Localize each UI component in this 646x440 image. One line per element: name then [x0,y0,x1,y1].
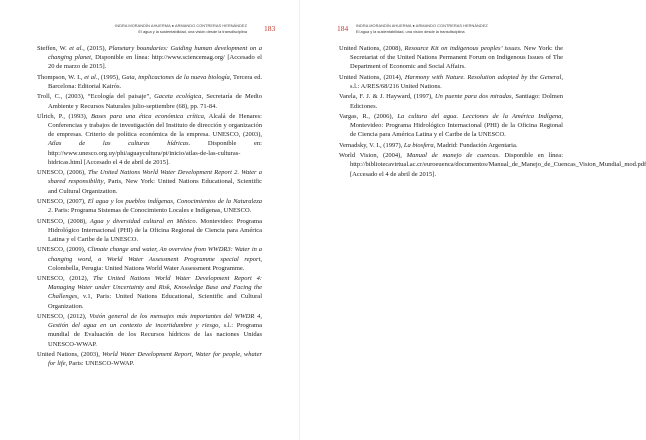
reference-text: UNESCO, (2012), [37,275,94,283]
reference-text: Ulrich, P., (1993), [37,112,92,120]
reference-text: , Alcalá de Henares: Conferencias y trabajos de investigación del Instituto de dirección y organización de empresas. Criterio de política económica de la empresa. UNESCO, (2003), [48,112,262,139]
reference-entry [339,151,646,178]
reference-text: , Paris, New York: United Nations Educational, Scientific and Cultural Organization. [48,178,262,195]
reference-text: UNESCO, (2009), [37,246,88,254]
reference-text: Varela, F. J. & J. Hayward, (1997), [339,93,435,101]
reference-title: Visión general de los mensajes más importantes del WWDR 4, Gestión del agua en un contexto de incertidumbre y riesgo [48,313,262,330]
reference-text: UNESCO, (2012), [37,313,90,321]
reference-text: Troll, C., (2003), “Ecología del paisaje”, [37,93,155,101]
reference-text: . Disponible en: http://www.unesco.org.uy/phi/aguaycultura/pt/inicio/atlas-de-las-culturas-hidricas.html [Accesado el 4 de abril de 2015]. [48,140,262,166]
reference-text: United Nations, (2008), [339,45,405,52]
reference-entry [339,73,563,91]
reference-text: , Santiago: Dolmen Ediciones. [350,93,563,110]
reference-entry [37,44,262,71]
header-title: El agua y la sustentabilidad, una visión desde la transdisciplina [356,29,465,34]
reference-text: , Paris: UNESCO-WWAP. [65,360,135,368]
reference-text: Vargas, R., (2006), [339,112,398,120]
reference-title: Resource Kit on indigenous peoples’ issues [404,45,520,52]
page-number: 184 [337,24,349,33]
reference-text: , s.l.: Programa mundial de Evaluación de los Recursos hídricos de las naciones Unidas UNESCO-WWAP. [48,322,262,348]
reference-text: , (1995), [97,73,122,81]
reference-entry [37,197,262,215]
reference-entry [37,217,262,244]
reference-entry [339,44,563,71]
reference-title: The United Nations World Water Development Report 2. Water a shared responsibility [48,169,262,186]
reference-entry [37,350,262,368]
reference-title: Atlas de las culturas hídricas [48,140,189,148]
reference-title: Harmony with Nature. Resolution adopted by the General [404,73,562,81]
reference-text: . New York: the Secretariat of the United Nations Permanent Forum on Indigenous Issues of The Department of Economic and Social Affairs. [350,45,563,71]
reference-text: World Vision, (2004), [339,152,407,160]
reference-text: UNESCO, (2007), [37,197,88,205]
reference-entry [37,274,262,311]
reference-text: UNESCO, (2006), [37,169,89,177]
reference-text: , Secretaría de Medio Ambiente y Recursos Naturales julio-septiembre (68), pp. 71-84. [48,93,262,110]
left-page [0,0,300,440]
reference-title: Agua y diversidad cultural en México [89,217,196,225]
reference-text: , s.l.: A/RES/68/216 United Nations. [350,73,563,90]
right-page [300,0,646,440]
reference-text: UNESCO, (2008), [37,217,90,225]
reference-title: Gaia, implicaciones de la nueva biología [121,73,230,81]
reference-title: Un puente para dos miradas [434,93,512,101]
header-authors: INDRA MORANDÍN AHUERMA ● ARMANDO CONTRERAS HERNÁNDEZ [356,23,488,28]
reference-entry [339,92,563,110]
reference-text: United Nations, (2014), [339,73,405,81]
reference-title: Climate change and water, An overview from WWDR3: Water in a changing word, a World Water Assessment Programme special report [48,246,262,263]
reference-text: Steffen, W. [37,45,70,52]
reference-entry [37,73,262,91]
reference-title: et al. [69,45,84,52]
reference-entry [37,168,262,195]
reference-text: , Madrid: Fundación Argentaria. [433,141,518,149]
reference-title: La cultura del agua. Lecciones de la América Indígena [397,112,562,120]
running-header [356,23,488,35]
running-header [115,23,247,35]
reference-entry [37,245,262,272]
reference-text: , v.1, Paris: United Nations Educational, Scientific and Cultural Organization. [48,293,262,310]
reference-text: , Tercera ed. Barcelona: Editorial Kairós. [48,73,262,90]
reference-title: et al. [84,73,98,81]
reference-text: . Paris: Programa Sistemas de Conocimiento Locales e Indígenas, UNESCO. [51,207,252,215]
reference-title: The United Nations World Water Development Report 4: Managing Water under Uncertainty and Risk, Knowledge Base and Facing the Challenges [48,275,262,301]
reference-entry [37,92,262,110]
page-number: 183 [264,24,276,33]
reference-text: , Colombella, Perugia: United Nations World Water Assessment Programme. [48,255,262,272]
reference-title: Planetary boundaries: Guiding human development on a changing planet [48,45,262,62]
reference-text: Thompson, W. I., [37,73,85,81]
reference-text: , (2015), [83,45,109,52]
reference-title: World Water Development Report, Water for people, whater for life [48,350,262,368]
reference-entry [339,141,563,150]
reference-title: Gaceta ecológica [154,93,202,101]
reference-entry [37,312,262,349]
reference-list [37,44,262,370]
header-title: El agua y la sustentabilidad, una visión desde la transdisciplina [138,29,247,34]
reference-title: La biosfera [403,141,434,149]
reference-title: Bases para una ética económica crítica [91,112,204,120]
reference-text: , Disponible en línea: http://www.sciencemag.org/ [Accesado el 20 de marzo de 2015]. [48,54,262,71]
reference-entry [37,112,262,167]
reference-text: United Nations, (2003), [37,350,103,358]
reference-list [339,44,646,180]
reference-entry [339,112,563,139]
reference-text: . Disponible en línea: http://bibliotecavirtual.ac.cr/euroeuenca/documentos/Manual_de_Manejo_de_Cuencas_Vision_Mundial_mod.pdf [Accesado el 4 de abril de 2015]. [350,152,646,178]
reference-title: El agua y los pueblos indígenas, Conocimientos de la Naturaleza 2 [48,197,262,215]
reference-title: Manual de manejo de cuencas [406,152,499,160]
reference-text: . Montevideo: Programa Hidrológico Internacional (PHI) de la Oficina Regional de Ciencia para América Latina y el Caribe de la UNESCO. [48,217,262,243]
reference-text: , Montevideo: Programa Hidrológico Internacional (PHI) de la Oficina Regional de Ciencia para América Latina y el Caribe de la UNESCO. [350,112,563,139]
reference-text: Vernadsky, V. I., (1997), [339,141,404,149]
header-authors: INDRA MORANDÍN AHUERMA ● ARMANDO CONTRERAS HERNÁNDEZ [115,23,247,28]
